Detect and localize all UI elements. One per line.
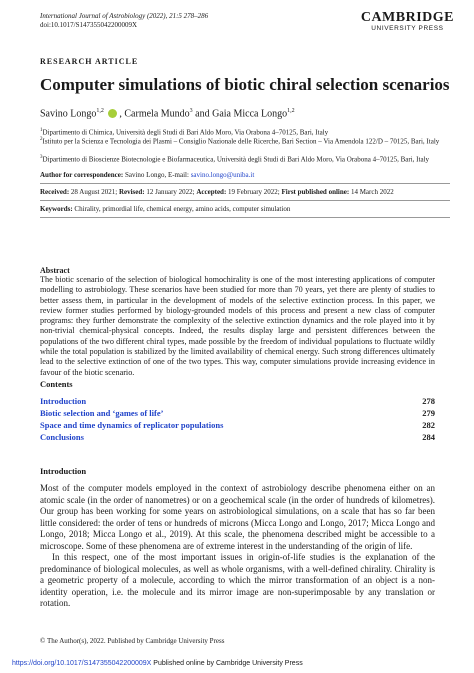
publisher-logo-main: CAMBRIDGE	[360, 10, 454, 25]
correspondence: Author for correspondence: Savino Longo, E-mail: savino.longo@uniba.it	[40, 171, 255, 179]
author-sup: 1,2	[287, 108, 295, 114]
article-title: Computer simulations of biotic chiral selection scenarios	[40, 75, 450, 94]
toc-item[interactable]: Conclusions 284	[40, 432, 435, 442]
divider	[40, 200, 450, 201]
page-footer: https://doi.org/10.1017/S147355042200009X Published online by Cambridge University Press	[12, 660, 303, 667]
author-sup: 1,2	[96, 108, 104, 114]
author-name[interactable]: Savino Longo	[40, 108, 97, 120]
author-name[interactable]: and Gaia Micca Longo	[192, 108, 288, 120]
abstract-text: The biotic scenario of the selection of biological homochirality is one of the most interesting applications of computer modelling to astrobiology. These scenarios have been studied for more than 70 years, yet there are plenty of studies to better assess them, in particular in the development of models of the selective extinction process. In this paper, we review former studies performed by biology-grounded models of this process and present a new class of computer programs: they further demonstrate the complexity of the selective extinction dynamics and the role played into it by non-trivial chemical-physical concepts. Indeed, the results display large and persistent differences between the populations of the two different chiral types, made possible by the freedom of individual populations to fluctuate wildly while the total population is stabilized by the limited availability of chemical energy. Such strong differences ultimately lead to the selective extinction of one of the two types. This way, computer simulations provide increasing evidence in favour of the biotic scenario.	[40, 275, 435, 377]
author-list	[40, 105, 295, 120]
toc-item[interactable]: Biotic selection and ‘games of life’ 279	[40, 408, 435, 418]
contents-heading: Contents	[40, 379, 73, 389]
affiliation: $^3$Dipartimento di Bioscienze Biotecnologie e Biofarmaceutica, Università degli Studi di Bari Aldo Moro, Via Orabona 4–70125, Bari, Italy	[40, 155, 430, 164]
publisher-logo-sub: UNIVERSITY PRESS	[371, 25, 444, 32]
doi-text: doi:10.1017/S147355042200009X	[40, 21, 138, 29]
publication-dates: Received: 28 August 2021; Revised: 12 January 2022; Accepted: 19 February 2022; First published online: 14 March 2022	[40, 188, 394, 196]
copyright-notice: © The Author(s), 2022. Published by Cambridge University Press	[40, 637, 225, 645]
affiliation: $^2$Istituto per la Scienza e Tecnologia dei Plasmi – Consiglio Nazionale delle Ricerche, Bari Section – Via Amendola 122/D – 70125, Bari, Italy	[40, 137, 440, 146]
paragraph: Most of the computer models employed in the context of astrobiology describe phenomena either on an atomic scale (in the order of nanometres) or on a geochemical scale (in the order of hundreds of kilometres). Our group has been working for some years on astrobiological simulations, on a scale that has so far been little considered: the order of tens or hundreds of microns (Micca Longo and Longo, 2017; Micca Longo and Longo, 2018; Micca Longo et al., 2019). At this scale, the phenomena described might be accessible to a microscope. Some of these phenomena are of extreme interest in the understanding of the origin of life.	[40, 483, 435, 551]
author-sup: 3	[189, 108, 193, 114]
publisher-logo	[361, 10, 454, 33]
introduction-heading: Introduction	[40, 466, 87, 476]
introduction-body	[40, 483, 435, 610]
affiliation: $^1$Dipartimento di Chimica, Università degli Studi di Bari Aldo Moro, Via Orabona 4–70125, Bari, Italy	[40, 128, 329, 137]
orcid-icon[interactable]	[108, 109, 117, 118]
author-name[interactable]: , Carmela Mundo	[119, 108, 190, 120]
divider	[40, 183, 450, 184]
divider	[40, 217, 450, 218]
abstract-heading: Abstract	[40, 266, 70, 275]
paragraph: In this respect, one of the most important issues in origin-of-life studies is the explanation of the predominance of biological molecules, as well as whole organisms, with a well-defined chirality. Chirality is a geometric property of a molecule, according to which the mirror transformation of an object is a non-identity operation, i.e. the molecule and its mirror image are non-superimposable by any translation or rotation.	[40, 552, 435, 608]
doi-link[interactable]: https://doi.org/10.1017/S147355042200009X	[12, 660, 152, 667]
keywords: Keywords: Chirality, primordial life, chemical energy, amino acids, computer simulation	[40, 205, 291, 213]
toc-item[interactable]: Introduction 278	[40, 396, 435, 406]
toc-item[interactable]: Space and time dynamics of replicator populations 282	[40, 420, 435, 430]
journal-citation: International Journal of Astrobiology (2022), 21:5 278–286	[40, 12, 209, 20]
article-type-label: RESEARCH ARTICLE	[40, 57, 139, 66]
email-link[interactable]: savino.longo@uniba.it	[190, 171, 255, 179]
